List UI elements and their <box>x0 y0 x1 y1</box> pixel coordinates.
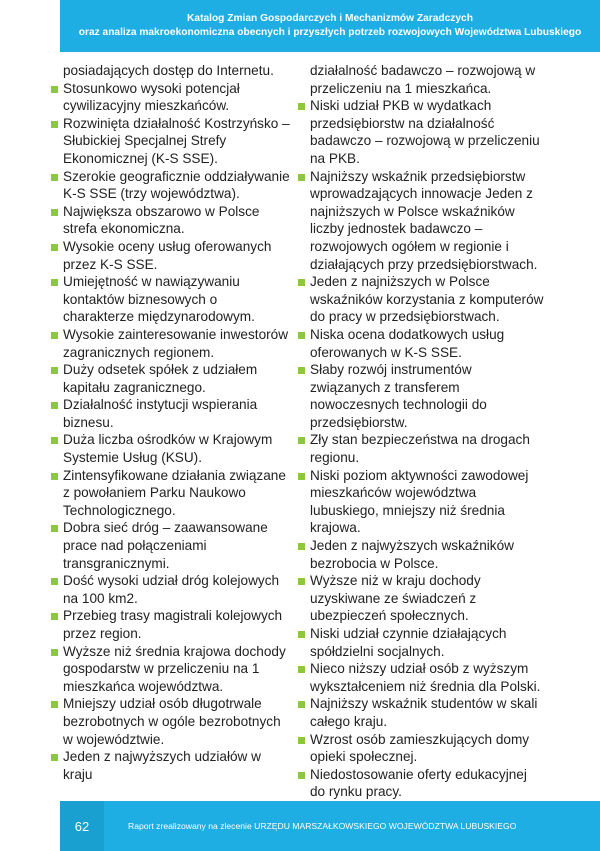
list-item: Przebieg trasy magistrali kolejowych przez region. <box>50 607 290 642</box>
list-item: Duża liczba ośrodków w Krajowym Systemie Usług (KSU). <box>50 431 290 466</box>
square-bullet-icon <box>51 473 58 480</box>
list-item: Najniższy wskaźnik przedsiębiorstw wprowadzających innowacje Jeden z najniższych w Polsce wskaźników liczby jednostek badawczo – rozwojowych ogółem w regionie i działających przy przedsiębiorstwach. <box>297 168 545 274</box>
square-bullet-icon <box>298 332 305 339</box>
right-continuation-text: działalność badawczo – rozwojową w przeliczeniu na 1 mieszkańca. <box>310 63 536 96</box>
page-footer <box>60 801 600 851</box>
list-item: Niski poziom aktywności zawodowej mieszkańców województwa lubuskiego, mniejszy niż średnia krajowa. <box>297 467 545 537</box>
list-item: Nieco niższy udział osób z wyższym wykształceniem niż średnia dla Polski. <box>297 660 545 695</box>
square-bullet-icon <box>51 279 58 286</box>
list-item: Najniższy wskaźnik studentów w skali całego kraju. <box>297 695 545 730</box>
square-bullet-icon <box>298 473 305 480</box>
list-item: Jeden z najniższych w Polsce wskaźników korzystania z komputerów do pracy w przedsiębiorstwach. <box>297 273 545 326</box>
square-bullet-icon <box>51 578 58 585</box>
list-item: Działalność instytucji wspierania biznesu. <box>50 396 290 431</box>
list-item: Duży odsetek spółek z udziałem kapitału zagranicznego. <box>50 361 290 396</box>
right-column <box>297 62 545 801</box>
list-item: Słaby rozwój instrumentów związanych z transferem nowoczesnych technologii do przedsiębiorstw. <box>297 361 545 431</box>
square-bullet-icon <box>51 121 58 128</box>
list-item: Dość wysoki udział dróg kolejowych na 100 km2. <box>50 572 290 607</box>
header-title-line2: oraz analiza makroekonomiczna obecnych i przyszłych potrzeb rozwojowych Województwa Lubuskiego <box>78 27 582 38</box>
list-item: Niski udział PKB w wydatkach przedsiębiorstw na działalność badawczo – rozwojową w przeliczeniu na PKB. <box>297 97 545 167</box>
square-bullet-icon <box>51 701 58 708</box>
square-bullet-icon <box>51 437 58 444</box>
square-bullet-icon <box>51 613 58 620</box>
left-column <box>50 62 290 783</box>
square-bullet-icon <box>51 86 58 93</box>
list-item: Wyższe niż w kraju dochody uzyskiwane ze świadczeń z ubezpieczeń społecznych. <box>297 572 545 625</box>
list-item: Największa obszarowo w Polsce strefa ekonomiczna. <box>50 203 290 238</box>
list-item: Niedostosowanie oferty edukacyjnej do rynku pracy. <box>297 766 545 801</box>
square-bullet-icon <box>51 754 58 761</box>
left-continuation-text: posiadających dostęp do Internetu. <box>63 63 274 78</box>
list-item: Rozwinięta działalność Kostrzyńsko – Słubickiej Specjalnej Strefy Ekonomicznej (K-S SSE). <box>50 115 290 168</box>
list-item: Wysokie zainteresowanie inwestorów zagranicznych regionem. <box>50 326 290 361</box>
list-item: Mniejszy udział osób długotrwale bezrobotnych w ogóle bezrobotnych w województwie. <box>50 695 290 748</box>
list-item: Zintensyfikowane działania związane z powołaniem Parku Naukowo Technologicznego. <box>50 467 290 520</box>
footer-text: Raport zrealizowany na zlecenie URZĘDU MARSZAŁKOWSKIEGO WOJEWÓDZTWA LUBUSKIEGO <box>128 821 517 831</box>
left-bullet-list <box>50 80 290 784</box>
square-bullet-icon <box>298 578 305 585</box>
list-item: Niski udział czynnie działających spółdzielni socjalnych. <box>297 625 545 660</box>
list-item: Wysokie oceny usług oferowanych przez K-S SSE. <box>50 238 290 273</box>
right-bullet-list <box>297 97 545 801</box>
square-bullet-icon <box>51 402 58 409</box>
list-item: Niska ocena dodatkowych usług oferowanych w K-S SSE. <box>297 326 545 361</box>
square-bullet-icon <box>51 332 58 339</box>
square-bullet-icon <box>298 174 305 181</box>
square-bullet-icon <box>51 649 58 656</box>
square-bullet-icon <box>51 209 58 216</box>
square-bullet-icon <box>51 174 58 181</box>
list-item: Dobra sieć dróg – zaawansowane prace nad połączeniami transgranicznymi. <box>50 519 290 572</box>
list-item: Jeden z najwyższych wskaźników bezrobocia w Polsce. <box>297 537 545 572</box>
square-bullet-icon <box>298 666 305 673</box>
square-bullet-icon <box>298 437 305 444</box>
list-item: Stosunkowo wysoki potencjał cywilizacyjny mieszkańców. <box>50 80 290 115</box>
square-bullet-icon <box>51 244 58 251</box>
square-bullet-icon <box>298 543 305 550</box>
list-item: Wzrost osób zamieszkujących domy opieki społecznej. <box>297 731 545 766</box>
square-bullet-icon <box>298 367 305 374</box>
header-title-line1: Katalog Zmian Gospodarczych i Mechanizmów Zaradczych <box>187 13 473 24</box>
list-item: Jeden z najwyższych udziałów w kraju <box>50 748 290 783</box>
list-item: Szerokie geograficznie oddziaływanie K-S SSE (trzy województwa). <box>50 168 290 203</box>
square-bullet-icon <box>298 631 305 638</box>
square-bullet-icon <box>298 279 305 286</box>
square-bullet-icon <box>298 737 305 744</box>
square-bullet-icon <box>298 701 305 708</box>
square-bullet-icon <box>51 525 58 532</box>
page-header <box>60 0 600 52</box>
list-item: Zły stan bezpieczeństwa na drogach regionu. <box>297 431 545 466</box>
square-bullet-icon <box>51 367 58 374</box>
list-item: Umiejętność w nawiązywaniu kontaktów biznesowych o charakterze międzynarodowym. <box>50 273 290 326</box>
square-bullet-icon <box>298 772 305 779</box>
square-bullet-icon <box>298 103 305 110</box>
list-item: Wyższe niż średnia krajowa dochody gospodarstw w przeliczeniu na 1 mieszkańca województwa. <box>50 643 290 696</box>
page-number: 62 <box>60 801 104 851</box>
